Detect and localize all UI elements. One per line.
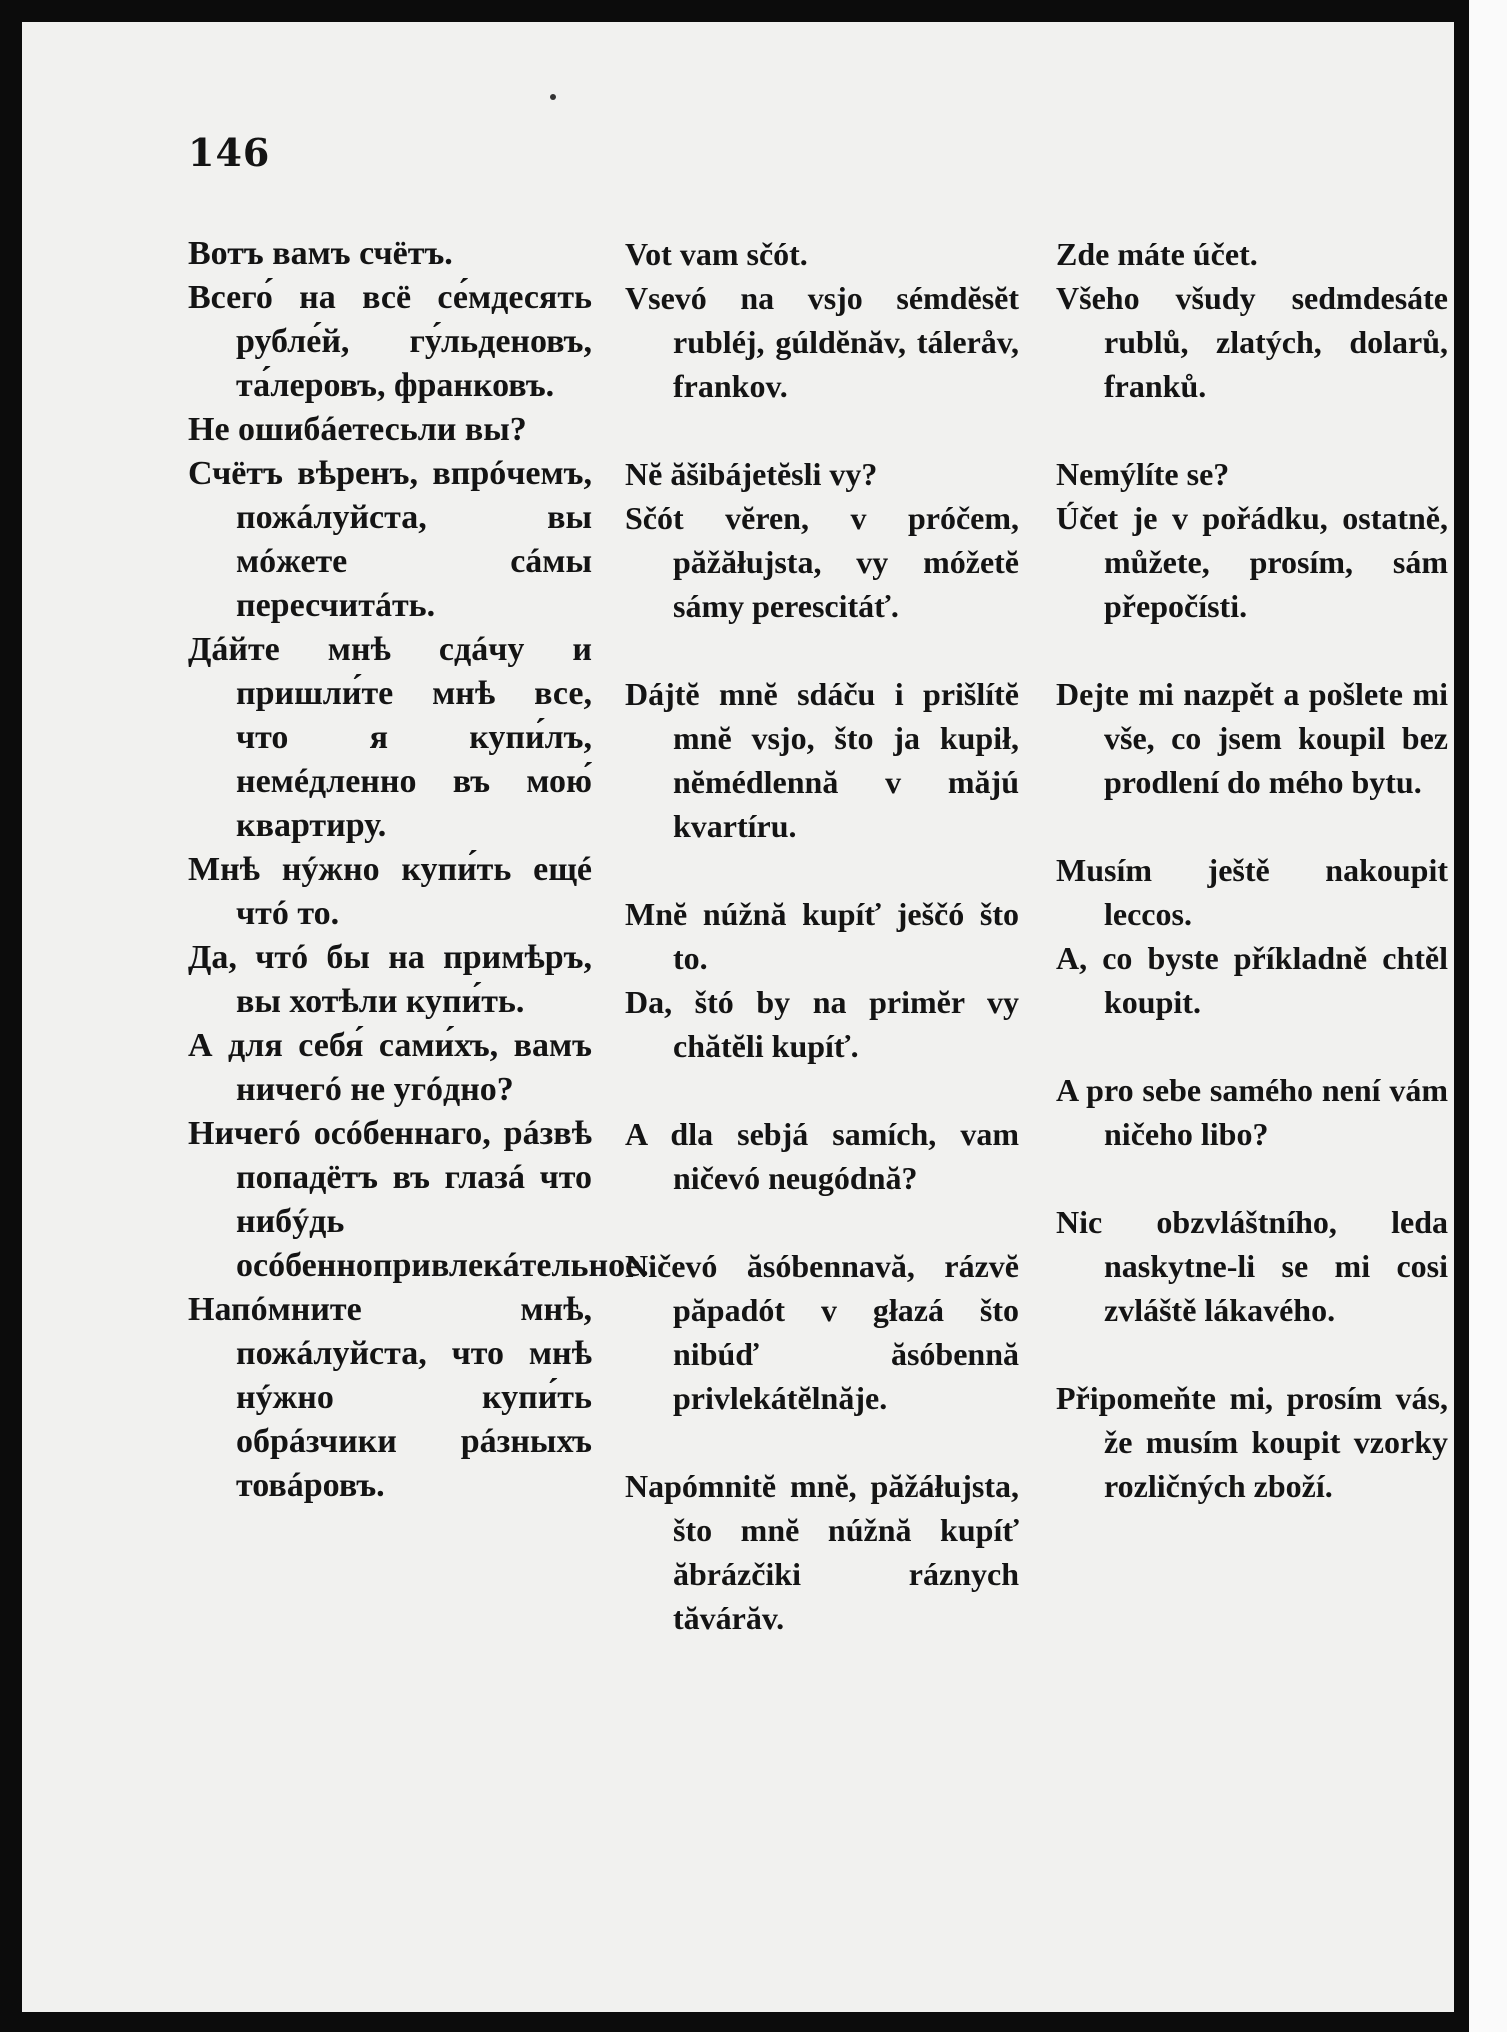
- czech-phrase: A, co byste příkladně chtěl koupit.: [1056, 940, 1448, 1020]
- czech-phrase: Nic obzvláštního, leda naskytne-li se mi cosi zvláště lákavého.: [1056, 1204, 1448, 1328]
- transliteration-phrase: Napómnitĕ mnĕ, păžáłujsta, što mnĕ núžnă kupíť ăbrázčiki ráznych tăvárăv.: [625, 1468, 1019, 1636]
- czech-phrase: A pro sebe samého není vám ničeho libo?: [1056, 1072, 1448, 1152]
- russian-phrase: А для себя́ сами́хъ, вамъ ничегó не угóдно?: [188, 1027, 592, 1108]
- transliteration-phrase: A dla sebjá samích, vam ničevó neugódnă?: [625, 1116, 1019, 1196]
- czech-phrase: Zde máte účet.: [1056, 236, 1258, 272]
- russian-column: [188, 232, 649, 1508]
- czech-phrase: Dejte mi nazpět a pošlete mi vše, co jsem koupil bez prodlení do mého bytu.: [1056, 676, 1448, 800]
- czech-phrase: Všeho všudy sedmdesáte rublů, zlatých, dolarů, franků.: [1056, 280, 1448, 404]
- transliteration-phrase: Vsevó na vsjo sémdĕsĕt rubléj, gúldĕnăv, táleråv, frankov.: [625, 280, 1019, 404]
- transliteration-phrase: Vot vam sčót.: [625, 236, 808, 272]
- transliteration-phrase: Da, štó by na primĕr vy chătĕli kupíť.: [625, 984, 1019, 1064]
- russian-phrase: Вотъ вамъ счётъ.: [188, 235, 453, 272]
- czech-phrase: Účet je v pořádku, ostatně, můžete, prosím, sám přepočísti.: [1056, 500, 1448, 624]
- ink-speck: [550, 94, 556, 100]
- transliteration-phrase: Ničevó ăsóbennavă, rázvĕ păpadót v głazá što nibúď ăsóbennă privlekátĕlnăje.: [625, 1248, 1019, 1416]
- russian-phrase: Счётъ вѣренъ, впрóчемъ, пожáлуйста, вы мóжете сáмы пересчитáть.: [188, 455, 592, 624]
- transliteration-phrase: Mnĕ núžnă kupíť ješčó što to.: [625, 896, 1019, 976]
- czech-phrase: Musím ještě nakoupit leccos.: [1056, 852, 1448, 932]
- russian-phrase: Напóмните мнѣ, пожáлуйста, что мнѣ нýжно купи́ть обрáзчики рáзныхъ товáровъ.: [188, 1291, 592, 1504]
- czech-phrase: Nemýlíte se?: [1056, 456, 1230, 492]
- adjacent-page-edge: [1459, 0, 1507, 2032]
- russian-phrase: Дáйте мнѣ сдáчу и пришли́те мнѣ все, что я купи́лъ, немéдленно въ мою́ квартиру.: [188, 631, 592, 844]
- russian-phrase: Ничегó осóбеннаго, рáзвѣ попадётъ въ глазá что нибýдь осóбеннопривлекáтельное.: [188, 1115, 649, 1284]
- transliteration-phrase: Sčót vĕren, v próčem, păžăłujsta, vy móžetĕ sámy perescitáť.: [625, 500, 1019, 624]
- book-page: [22, 22, 1454, 2012]
- russian-phrase: Мнѣ нýжно купи́ть ещé чтó то.: [188, 851, 592, 932]
- russian-phrase: Да, чтó бы на примѣръ, вы хотѣли купи́ть.: [188, 939, 592, 1020]
- transliteration-phrase: Nĕ ăšibájetĕsli vy?: [625, 456, 878, 492]
- russian-phrase: Не ошибáетесьли вы?: [188, 411, 527, 448]
- transliteration-column: [625, 232, 1019, 1640]
- transliteration-phrase: Dájtĕ mnĕ sdáču i prišlítĕ mnĕ vsjo, što ja kupił, nĕmédlennă v măjú kvartíru.: [625, 676, 1019, 844]
- czech-phrase: Připomeňte mi, prosím vás, že musím koupit vzorky rozličných zboží.: [1056, 1380, 1448, 1504]
- czech-column: [1056, 232, 1448, 1508]
- page-number: 146: [188, 130, 271, 175]
- russian-phrase: Всего́ на всё се́мдесять рубле́й, гу́льденовъ, та́леровъ, франковъ.: [188, 279, 592, 404]
